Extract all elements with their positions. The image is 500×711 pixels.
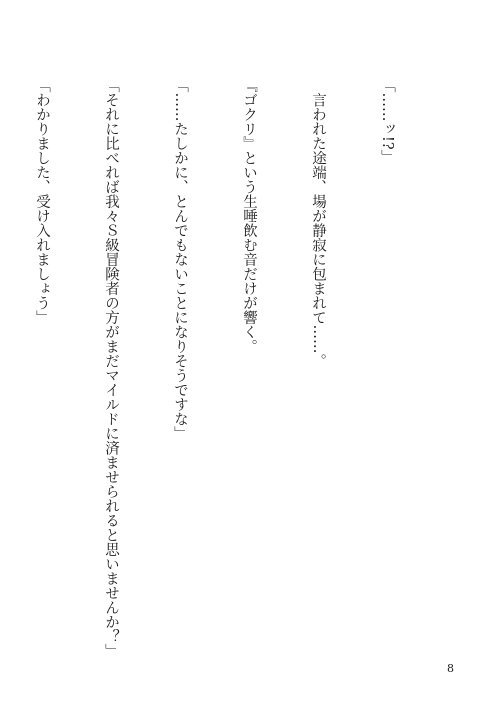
text-line: 「……ッ!?」 <box>379 78 395 165</box>
text-line: 言われた途端、場が静寂に包まれて……。 <box>310 78 326 368</box>
text-line: 「……たしかに、とんでもないことになりそうですな」 <box>172 78 188 441</box>
text-line: 「それに比べれば我々Ｓ級冒険者の方がまだマイルドに済ませられると思いませんか？」 <box>103 78 119 658</box>
vertical-text-body <box>34 78 444 658</box>
text-line: 「わかりました、受け入れましょう」 <box>34 78 50 325</box>
text-line: 『ゴクリ』という生唾飲む音だけが響く。 <box>241 78 257 354</box>
page-number: 8 <box>447 662 454 675</box>
